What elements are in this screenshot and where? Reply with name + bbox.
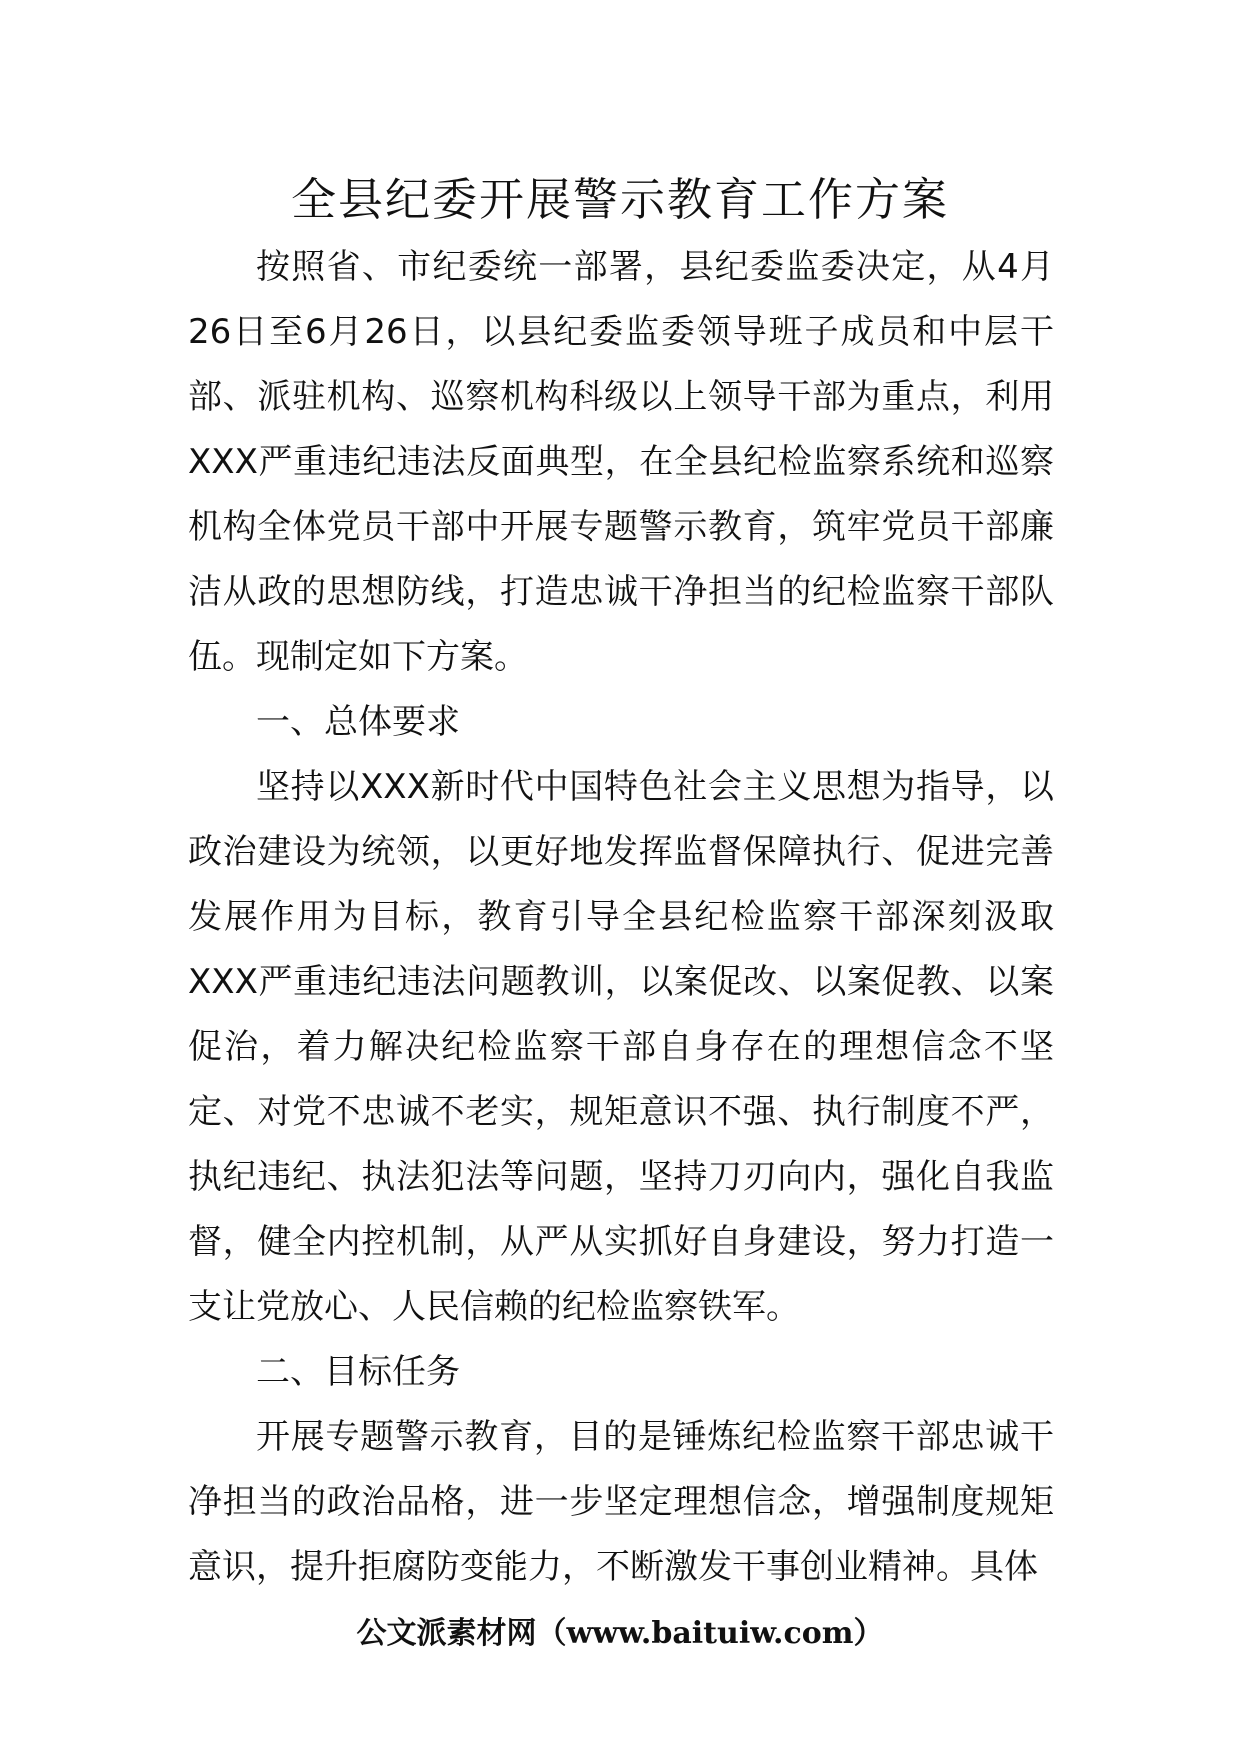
intro-paragraph: 按照省、市纪委统一部署，县纪委监委决定，从4月26日至6月26日，以县纪委监委领导班子成员和中层干部、派驻机构、巡察机构科级以上领导干部为重点，利用XXX严重违纪违法反面典型，在全县纪检监察系统和巡察机构全体党员干部中开展专题警示教育，筑牢党员干部廉洁从政的思想防线，打造忠诚干净担当的纪检监察干部队伍。现制定如下方案。 bbox=[188, 247, 1054, 677]
document-title: 全县纪委开展警示教育工作方案 bbox=[290, 173, 949, 226]
document-body bbox=[188, 235, 1054, 1600]
goals-tasks-paragraph: 开展专题警示教育，目的是锤炼纪检监察干部忠诚干净担当的政治品格，进一步坚定理想信念，增强制度规矩意识，提升拒腐防变能力，不断激发干事创业精神。具体 bbox=[188, 1417, 1054, 1587]
general-requirements-paragraph: 坚持以XXX新时代中国特色社会主义思想为指导，以政治建设为统领，以更好地发挥监督保障执行、促进完善发展作用为目标，教育引导全县纪检监察干部深刻汲取XXX严重违纪违法问题教训，以案促改、以案促教、以案促治，着力解决纪检监察干部自身存在的理想信念不坚定、对党不忠诚不老实，规矩意识不强、执行制度不严，执纪违纪、执法犯法等问题，坚持刀刃向内，强化自我监督，健全内控机制，从严从实抓好自身建设，努力打造一支让党放心、人民信赖的纪检监察铁军。 bbox=[188, 767, 1054, 1327]
section-heading-general-requirements: 一、总体要求 bbox=[256, 702, 460, 742]
section-heading-goals-tasks: 二、目标任务 bbox=[256, 1352, 460, 1392]
footer-watermark: 公文派素材网（www.baituiw.com） bbox=[356, 1616, 884, 1651]
